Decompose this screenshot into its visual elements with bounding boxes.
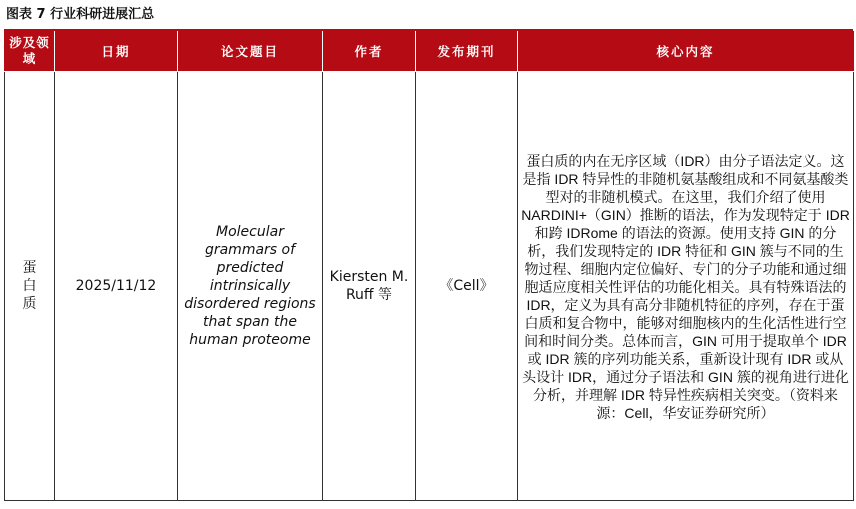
cell-domain	[5, 72, 55, 501]
cell-content	[518, 72, 854, 501]
header-date: 日期	[55, 31, 178, 72]
header-journal: 发布期刊	[416, 31, 518, 72]
header-paper-title: 论文题目	[178, 31, 323, 72]
table-row	[5, 72, 854, 501]
figure-title: 图表 7 行业科研进展汇总	[6, 7, 155, 22]
cell-paper-title: Molecular grammars of predicted intrinsically disordered regions that span the human proteome	[178, 72, 323, 501]
header-content: 核心内容	[518, 31, 854, 72]
header-author: 作者	[323, 31, 416, 72]
cell-content-text: 蛋白质的内在无序区域（IDR）由分子语法定义。这是指 IDR 特异性的非随机氨基酸组成和不同氨基酸类型对的非随机模式。在这里，我们介绍了使用 NARDINI+（GIN）推断的语法，作为发现特定于 IDR 和跨 IDRome 的语法的资源。使用支持 GIN 的分析，我们发现特定的 IDR 特征和 GIN 簇与不同的生物过程、细胞内定位偏好、专门的分子功能和通过细胞适应度相关性评估的功能化相关。具有特殊语法的 IDR，定义为具有高分非随机特征的序列，存在于蛋白质和复合物中，能够对细胞核内的生化活性进行空间和时间分类。总体而言，GIN 可用于提取单个 IDR 或 IDR 簇的序列功能关系，重新设计现有 IDR 或从头设计 IDR，通过分子语法和 GIN 簇的视角进行进化分析，并理解 IDR 特异性疾病相关突变。（资料来源：Cell，华安证券研究所）	[521, 152, 850, 421]
header-domain: 涉及领域	[5, 31, 55, 72]
cell-journal: 《Cell》	[416, 72, 518, 501]
research-progress-table	[4, 31, 854, 501]
cell-domain-text: 蛋白质	[22, 260, 37, 312]
cell-author: Kiersten M. Ruff 等	[323, 72, 416, 501]
cell-date: 2025/11/12	[55, 72, 178, 501]
table-header-row	[5, 31, 854, 72]
